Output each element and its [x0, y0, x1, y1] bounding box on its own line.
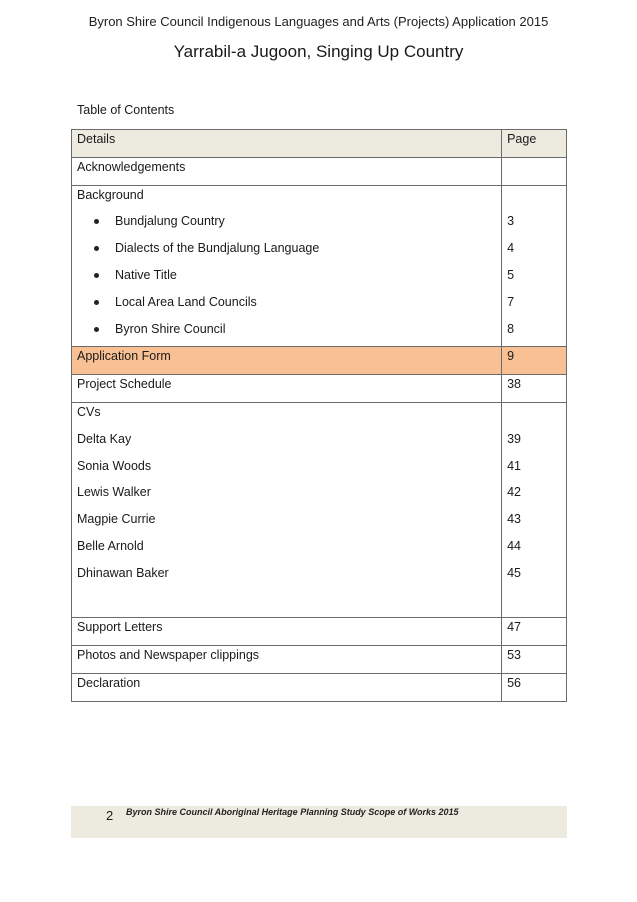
footer-page-number: 2 [106, 808, 114, 823]
page-number: 3 [507, 214, 515, 229]
toc-entry-support-letters: Support Letters [77, 620, 163, 635]
bullet-icon [94, 273, 99, 278]
list-item: Dialects of the Bundjalung Language [72, 239, 501, 266]
table-row [72, 673, 567, 701]
page-number: 45 [507, 565, 521, 580]
bullet-icon [94, 219, 99, 224]
document-title: Yarrabil-a Jugoon, Singing Up Country [173, 42, 464, 61]
toc-entry-declaration: Declaration [77, 675, 141, 690]
page-column-header: Page [507, 132, 537, 146]
page-number: 39 [507, 431, 521, 446]
table-row [72, 157, 567, 185]
list-item: Sonia Woods [77, 458, 152, 473]
list-item: Delta Kay [77, 431, 132, 446]
page-number: 41 [507, 458, 521, 473]
table-row [72, 375, 567, 403]
page-number: 7 [507, 294, 515, 309]
page-number: 9 [507, 349, 515, 364]
toc-entry-background: Background [77, 187, 144, 202]
list-item: Bundjalung Country [72, 212, 501, 239]
list-item: Magpie Currie [77, 512, 156, 527]
page-number: 56 [507, 675, 521, 690]
page-number: 47 [507, 620, 521, 635]
toc-entry-cvs: CVs [77, 404, 101, 419]
page-number: 38 [507, 377, 521, 392]
toc-header-row [72, 130, 567, 158]
toc-entry-project-schedule: Project Schedule [77, 377, 172, 392]
page-number: 43 [507, 512, 521, 527]
page-number: 4 [507, 241, 515, 256]
page-number: 5 [507, 267, 515, 282]
table-row [72, 347, 567, 375]
footer-text: Byron Shire Council Aboriginal Heritage Planning Study Scope of Works 2015 [126, 807, 459, 817]
page-number: 42 [507, 485, 521, 500]
page-number: 53 [507, 648, 521, 663]
running-header: Byron Shire Council Indigenous Languages and Arts (Projects) Application 2015 [88, 14, 549, 29]
list-item: Belle Arnold [77, 538, 144, 553]
table-row [72, 646, 567, 674]
page-number: 44 [507, 538, 521, 553]
bullet-icon [94, 327, 99, 332]
page-number: 8 [507, 321, 515, 336]
list-item: Dhinawan Baker [77, 565, 169, 580]
table-row [72, 402, 567, 617]
toc-heading: Table of Contents [77, 103, 175, 117]
details-column-header: Details [77, 132, 116, 146]
table-row [72, 185, 567, 347]
toc-entry-acknowledgements: Acknowledgements [77, 159, 186, 174]
toc-entry-application-form: Application Form [77, 349, 171, 364]
bullet-icon [94, 246, 99, 251]
toc-entry-photos: Photos and Newspaper clippings [77, 648, 260, 663]
bullet-icon [94, 300, 99, 305]
list-item: Native Title [72, 266, 501, 293]
list-item: Local Area Land Councils [72, 293, 501, 320]
list-item: Lewis Walker [77, 485, 151, 500]
table-row [72, 618, 567, 646]
table-of-contents [71, 129, 567, 702]
list-item: Byron Shire Council [72, 320, 501, 347]
